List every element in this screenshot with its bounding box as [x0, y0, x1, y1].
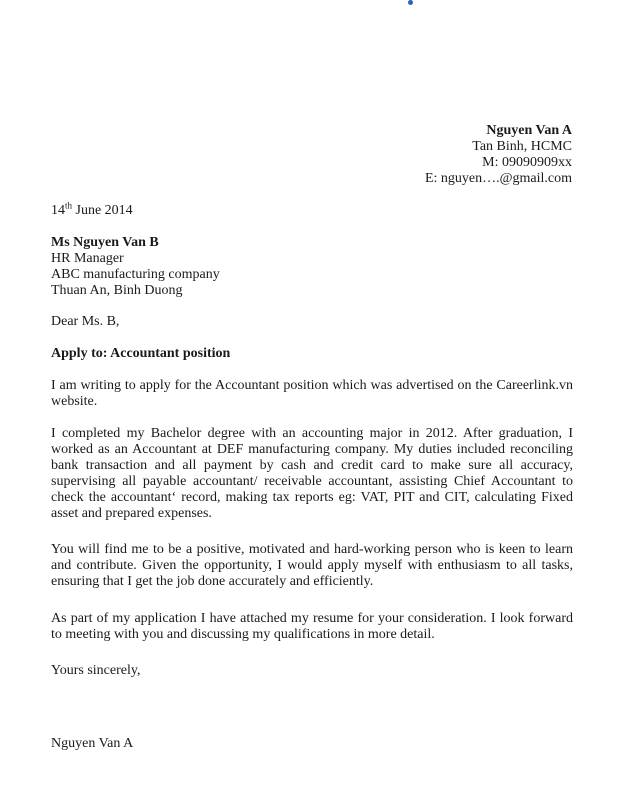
signature-name: Nguyen Van A: [51, 736, 134, 751]
recipient-block: [51, 235, 573, 299]
sender-block: [425, 123, 572, 187]
letter-date: [51, 200, 573, 219]
paragraph-closing: As part of my application I have attached my resume for your consideration. I look forward to meeting with you and discussing my qualifications in more detail.: [51, 611, 573, 642]
sender-mobile: M: 09090909xx: [482, 155, 572, 170]
salutation: Dear Ms. B,: [51, 314, 120, 329]
cursor-dot: [408, 0, 413, 5]
closing-line: Yours sincerely,: [51, 663, 141, 678]
paragraph-intro: I am writing to apply for the Accountant position which was advertised on the Careerlink.vn website.: [51, 378, 573, 409]
subject-line: Apply to: Accountant position: [51, 346, 231, 361]
date-rest: June 2014: [72, 203, 133, 218]
paragraph-experience: I completed my Bachelor degree with an accounting major in 2012. After graduation, I worked as an Accountant at DEF manufacturing company. My duties included reconciling bank transaction and all payment by cash and credit card to make sure all accuracy, supervising all payable accountant/ receivable accountant, assisting Chief Accountant to check the accountant‘ record, making tax reports eg: VAT, PIT and CIT, calculating Fixed asset and prepared expenses.: [51, 426, 573, 521]
recipient-name: Ms Nguyen Van B: [51, 235, 159, 250]
sender-email: E: nguyen….@gmail.com: [424, 171, 572, 186]
date-suffix: th: [65, 200, 73, 211]
recipient-address: Thuan An, Binh Duong: [51, 283, 183, 298]
recipient-company: ABC manufacturing company: [51, 267, 220, 282]
paragraph-qualities: You will find me to be a positive, motivated and hard-working person who is keen to learn and contribute. Given the opportunity, I would apply myself with enthusiasm to all tasks, ensuring that I get the job done accurately and efficiently.: [51, 542, 573, 589]
sender-address: Tan Binh, HCMC: [472, 139, 572, 154]
recipient-title: HR Manager: [51, 251, 124, 266]
sender-name: Nguyen Van A: [486, 123, 572, 138]
date-day: 14: [51, 203, 65, 218]
